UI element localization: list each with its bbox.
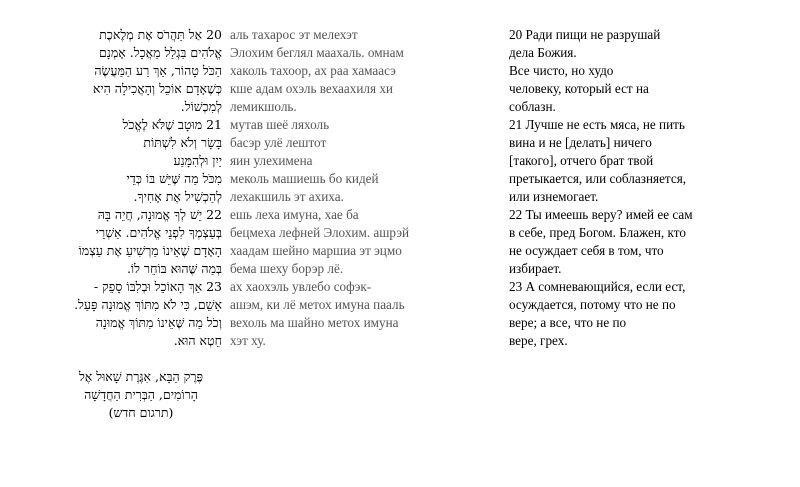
hebrew-line: בָּשָׂר וְלֹא לִשְׁתּוֹת [143,135,222,150]
transliteration-line: кше адам охэль вехаахиля хи [230,81,393,96]
russian-line: дела Божия. [509,45,577,60]
transliteration-line: ашэм, ки лё метох имуна пааль [230,297,405,312]
hebrew-line: לְהַכְשִׁיל אֶת אָחִיךָ. [133,189,222,204]
hebrew-line: וְכֹל מַה שֶּׁאֵינוֹ מִתּוֹךְ אֱמוּנָה [95,315,222,330]
hebrew-line: חֵטְא הוּא. [173,333,222,348]
hebrew-line: אֱלֹהִים בִּגְלַל מַאֲכָל. אָמְנָם [99,45,222,60]
russian-line: избирает. [509,261,562,276]
hebrew-line: הָאָדָם שֶׁאֵינוֹ מַרְשִׁיעַ אֶת עַצְמוֹ [78,243,222,258]
hebrew-title-line: פֶּרֶק הַבָּא, אִגֶּרֶת שָׁאוּל אֶל [78,369,204,384]
russian-line: [такого], отчего брат твой [509,153,654,168]
transliteration-line: меколь машиешь бо кидей [230,171,379,186]
russian-line: вере; а все, что не по [509,315,627,330]
hebrew-line: לְמִכְשׁוֹל. [180,99,222,114]
hebrew-line: הַכֹּל טָהוֹר, אַךְ רַע הַמַּעֲשֶׂה [94,63,222,78]
russian-translation-column [509,26,749,350]
hebrew-line: 23 אַךְ הָאוֹכֵל וּבְלִבּוֹ סָפֵק - [93,279,222,294]
hebrew-line: כְּשֶׁאָדָם אוֹכֵל וְהָאֲכִילָה הִיא [92,81,222,96]
transliteration-line: лехакшиль эт ахиха. [230,189,344,204]
russian-line: в себе, пред Богом. Блажен, кто [509,225,686,240]
hebrew-line: בְּמַה שֶּׁהוּא בּוֹחֵר לוֹ. [126,261,222,276]
russian-line: 21 Лучше не есть мяса, не пить [509,117,685,132]
hebrew-text-column [60,26,222,422]
transliteration-column [230,26,460,350]
russian-line: или изнемогает. [509,189,599,204]
russian-line: осуждается, потому что не по [509,297,676,312]
hebrew-line: בְּעַצְמְךָ לִפְנֵי אֱלֹהִים. אַשְׁרֵי [95,225,222,240]
russian-line: Все чисто, но худо [509,63,614,78]
hebrew-line: מִכֹּל מַה שֶּׁיֵּשׁ בּוֹ כְּדֵי [126,171,222,186]
hebrew-line: יַיִן וּלְהִמָּנַע [173,153,222,168]
transliteration-line: вехоль ма шайно метох имуна [230,315,399,330]
russian-line: вина и не [делать] ничего [509,135,652,150]
russian-line: 23 А сомневающийся, если ест, [509,279,686,294]
transliteration-line: хаколь тахоор, ах раа хамаасэ [230,63,396,78]
russian-line: вере, грех. [509,333,568,348]
transliteration-line: бема шеху борэр лё. [230,261,344,276]
transliteration-line: яин улехимена [230,153,313,168]
transliteration-line: хаадам шейно маршиа эт эцмо [230,243,402,258]
hebrew-line: 22 יֵשׁ לְךָ אֱמוּנָה, חֲיֵה בָּהּ [97,207,222,222]
transliteration-line: хэт ху. [230,333,266,348]
transliteration-line: басэр улё лештот [230,135,327,150]
russian-line: соблазн. [509,99,556,114]
transliteration-line: ах хаохэль увлебо софэк- [230,279,372,294]
transliteration-line: лемикшоль. [230,99,297,114]
hebrew-line: 21 מוּטָב שֶׁלֹּא לֶאֱכֹל [122,117,222,132]
blank-line [60,350,222,368]
transliteration-line: мутав шеё ляхоль [230,117,330,132]
hebrew-line: 20 אַל תַּהֲרֹס אֶת מְלֶאכֶת [99,27,222,42]
transliteration-line: ешь леха имуна, хае ба [230,207,359,222]
hebrew-line: אָשֵׁם, כִּי לֹא מִתּוֹךְ אֱמוּנָה פָּעַל. [74,297,222,312]
hebrew-title-line: הָרוֹמִים, הַבְּרִית הַחֲדָשָׁה [84,387,198,402]
transliteration-line: Элохим беглял маахаль. омнам [230,45,404,60]
russian-line: 20 Ради пищи не разрушай [509,27,661,42]
transliteration-line: аль тахарос эт мелехэт [230,27,358,42]
transliteration-line: бецмеха лефней Элохим. ашрэй [230,225,410,240]
russian-line: претыкается, или соблазняется, [509,171,687,186]
hebrew-title-line: (תרגום חדש) [108,405,174,420]
russian-line: не осуждает себя в том, что [509,243,664,258]
russian-line: человеку, который ест на [509,81,649,96]
russian-line: 22 Ты имеешь веру? имей ее сам [509,207,693,222]
